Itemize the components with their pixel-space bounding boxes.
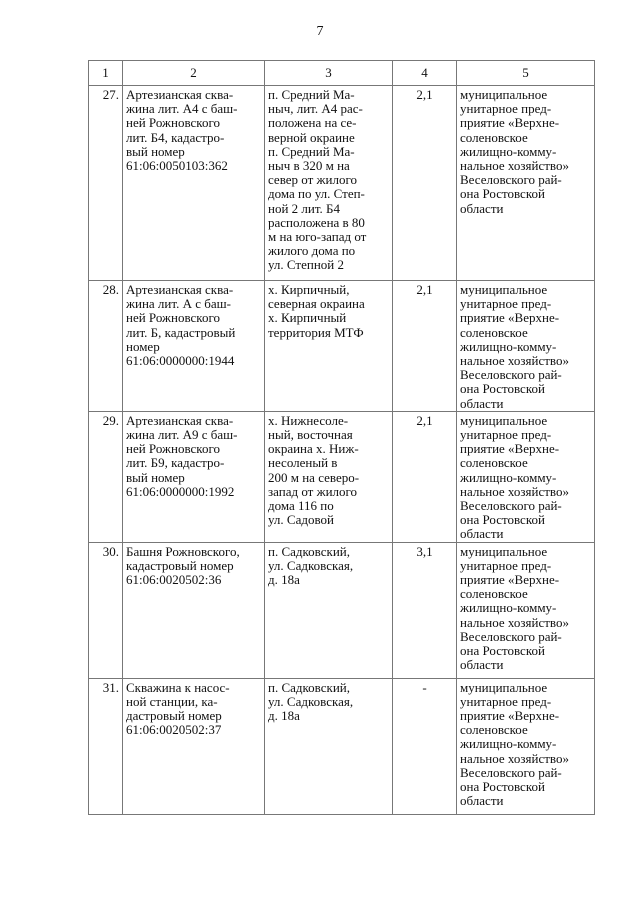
object-name: Скважина к насос- ной станции, ка- дастровый номер 61:06:0020502:37 (123, 678, 265, 814)
object-location: х. Кирпичный, северная окраина х. Кирпичный территория МТФ (265, 281, 393, 412)
column-header-3: 3 (265, 61, 393, 86)
object-location: п. Средний Ма- ныч, лит. А4 рас- положена на се- верной окраине п. Средний Ма- ныч в 320 м на север от жилого дома по ул. Степ- ной 2 лит. Б4 расположена в 80 м на юго-запад от жилого дома по ул. Степной 2 (265, 86, 393, 281)
object-value: - (393, 678, 457, 814)
table-row (89, 281, 595, 412)
object-location: п. Садковский, ул. Садковская, д. 18а (265, 542, 393, 678)
object-owner: муниципальное унитарное пред- приятие «Верхне- соленовское жилищно-комму- нальное хозяйство» Веселовского рай- она Ростовской области (457, 86, 595, 281)
object-location: х. Нижнесоле- ный, восточная окраина х. Ниж- несоленый в 200 м на северо- запад от жилого дома 116 по ул. Садовой (265, 411, 393, 542)
column-header-1: 1 (89, 61, 123, 86)
column-header-2: 2 (123, 61, 265, 86)
table-row (89, 86, 595, 281)
object-location: п. Садковский, ул. Садковская, д. 18а (265, 678, 393, 814)
table-header-row (89, 61, 595, 86)
object-value: 3,1 (393, 542, 457, 678)
object-owner: муниципальное унитарное пред- приятие «Верхне- соленовское жилищно-комму- нальное хозяйство» Веселовского рай- она Ростовской области (457, 542, 595, 678)
column-header-5: 5 (457, 61, 595, 86)
row-number: 28. (89, 281, 123, 412)
table-row (89, 678, 595, 814)
property-table (88, 60, 595, 815)
table-row (89, 542, 595, 678)
object-value: 2,1 (393, 86, 457, 281)
row-number: 29. (89, 411, 123, 542)
row-number: 30. (89, 542, 123, 678)
object-name: Артезианская сква- жина лит. А с баш- ней Рожновского лит. Б, кадастровый номер 61:06:0000000:1944 (123, 281, 265, 412)
object-name: Артезианская сква- жина лит. А4 с баш- ней Рожновского лит. Б4, кадастро- вый номер 61:06:0050103:362 (123, 86, 265, 281)
row-number: 27. (89, 86, 123, 281)
column-header-4: 4 (393, 61, 457, 86)
object-owner: муниципальное унитарное пред- приятие «Верхне- соленовское жилищно-комму- нальное хозяйство» Веселовского рай- она Ростовской области (457, 281, 595, 412)
page-number: 7 (316, 24, 324, 39)
object-name: Башня Рожновского, кадастровый номер 61:06:0020502:36 (123, 542, 265, 678)
object-value: 2,1 (393, 411, 457, 542)
object-value: 2,1 (393, 281, 457, 412)
object-owner: муниципальное унитарное пред- приятие «Верхне- соленовское жилищно-комму- нальное хозяйство» Веселовского рай- она Ростовской области (457, 411, 595, 542)
object-owner: муниципальное унитарное пред- приятие «Верхне- соленовское жилищно-комму- нальное хозяйство» Веселовского рай- она Ростовской области (457, 678, 595, 814)
object-name: Артезианская сква- жина лит. А9 с баш- ней Рожновского лит. Б9, кадастро- вый номер 61:06:0000000:1992 (123, 411, 265, 542)
table-row (89, 411, 595, 542)
row-number: 31. (89, 678, 123, 814)
